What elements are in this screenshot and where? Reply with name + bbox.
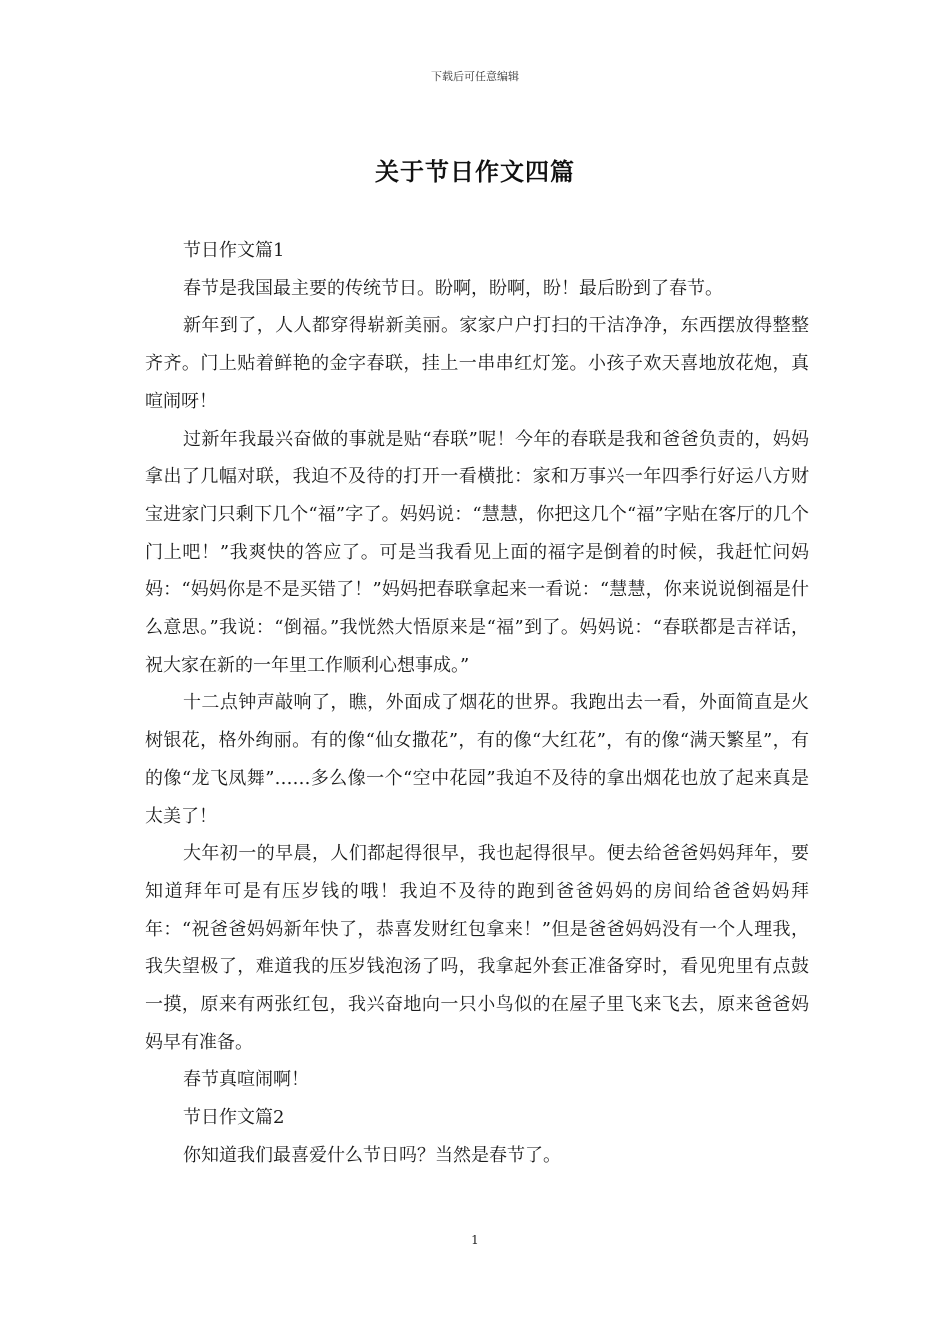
paragraph: 十二点钟声敲响了，瞧，外面成了烟花的世界。我跑出去一看，外面简直是火树银花，格外绚丽。有的像“仙女撒花”，有的像“大红花”，有的像“满天繁星”，有的像“龙飞凤舞”……多么像一个“空中花园”我迫不及待的拿出烟花也放了起来真是太美了！ (145, 692, 809, 827)
paragraph: 过新年我最兴奋做的事就是贴“春联”呢！今年的春联是我和爸爸负责的，妈妈拿出了几幅对联，我迫不及待的打开一看横批：家和万事兴一年四季行好运八方财宝进家门只剩下几个“福”字了。妈妈说：“慧慧，你把这几个“福”字贴在客厅的几个门上吧！”我爽快的答应了。可是当我看见上面的福字是倒着的时候，我赶忙问妈妈：“妈妈你是不是买错了！”妈妈把春联拿起来一看说：“慧慧，你来说说倒福是什么意思。”我说：“倒福。”我恍然大悟原来是“福”到了。妈妈说：“春联都是吉祥话，祝大家在新的一年里工作顺利心想事成。” (145, 428, 809, 676)
section-heading-2: 节日作文篇2 (183, 1107, 285, 1129)
paragraph: 你知道我们最喜爱什么节日吗？当然是春节了。 (183, 1144, 561, 1166)
document-body (145, 232, 809, 1175)
header-note: 下载后可任意编辑 (431, 70, 519, 83)
section-heading-1: 节日作文篇1 (183, 240, 285, 261)
paragraph: 大年初一的早晨，人们都起得很早，我也起得很早。便去给爸爸妈妈拜年，要知道拜年可是有压岁钱的哦！我迫不及待的跑到爸爸妈妈的房间给爸爸妈妈拜年：“祝爸爸妈妈新年快了，恭喜发财红包拿来！”但是爸爸妈妈没有一个人理我，我失望极了，难道我的压岁钱泡汤了吗，我拿起外套正准备穿时，看见兜里有点鼓一摸，原来有两张红包，我兴奋地向一只小鸟似的在屋子里飞来飞去，原来爸爸妈妈早有准备。 (145, 843, 809, 1053)
paragraph: 春节是我国最主要的传统节日。盼啊，盼啊，盼！最后盼到了春节。 (183, 277, 723, 299)
document-title: 关于节日作文四篇 (375, 157, 575, 186)
page-number: 1 (471, 1233, 479, 1247)
paragraph: 新年到了，人人都穿得崭新美丽。家家户户打扫的干洁净净，东西摆放得整整齐齐。门上贴着鲜艳的金字春联，挂上一串串红灯笼。小孩子欢天喜地放花炮，真喧闹呀！ (145, 315, 809, 412)
paragraph: 春节真喧闹啊！ (183, 1069, 309, 1091)
